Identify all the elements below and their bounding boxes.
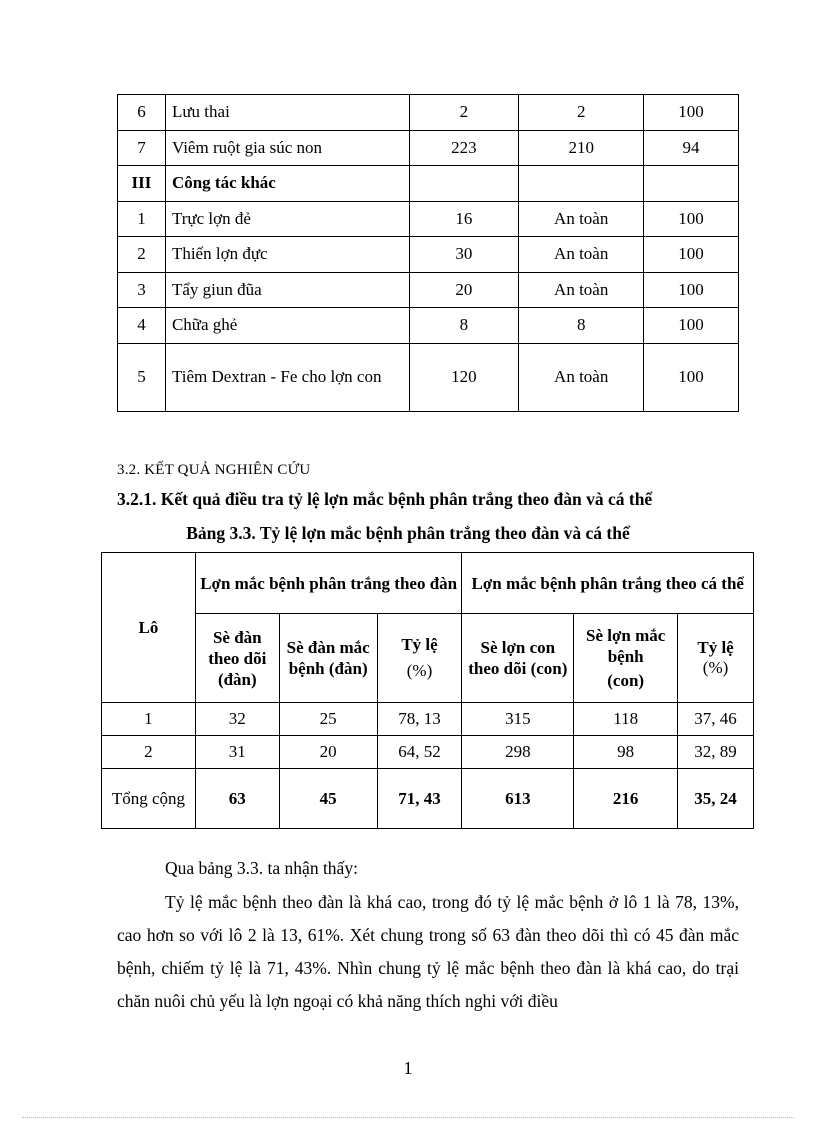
cell-ind-monitored: 298 [462, 736, 574, 769]
treatment-results-table [117, 94, 739, 412]
cell-ind-sick: 98 [574, 736, 678, 769]
table-row [102, 736, 754, 769]
table-row [118, 95, 739, 131]
row-name: Trực lợn đẻ [165, 201, 409, 237]
header-ind-rate-unit: (%) [702, 658, 729, 677]
header-herd-rate [377, 614, 462, 703]
row-name: Tẩy giun đũa [165, 272, 409, 308]
section-name: Công tác khác [165, 166, 409, 202]
cell-lot: 2 [102, 736, 196, 769]
row-result: An toàn [519, 272, 644, 308]
paragraph-body: Tỷ lệ mắc bệnh theo đàn là khá cao, trong đó tỷ lệ mắc bệnh ở lô 1 là 78, 13%, cao hơn so với lô 2 là 13, 61%. Xét chung trong số 63 đàn theo dõi thì có 45 đàn mắc bệnh, chiếm tỷ lệ là 71, 43%. Nhìn chung tỷ lệ mắc bệnh theo đàn là khá cao, do trại chăn nuôi chủ yếu là lợn ngoại có khả năng thích nghi với điều [117, 892, 739, 1011]
section-number: III [118, 166, 166, 202]
cell-lot: 1 [102, 703, 196, 736]
row-name: Tiêm Dextran - Fe cho lợn con [165, 343, 409, 411]
row-rate: 100 [644, 201, 739, 237]
row-count [409, 166, 519, 202]
row-result: An toàn [519, 343, 644, 411]
cell-ind-sick: 118 [574, 703, 678, 736]
section-heading: 3.2. KẾT QUẢ NGHIÊN CỨU [117, 462, 311, 478]
table-row [118, 201, 739, 237]
cell-herd-sick: 20 [279, 736, 377, 769]
row-rate: 100 [644, 308, 739, 344]
cell-total-herd-rate: 71, 43 [377, 769, 462, 829]
table-row [118, 237, 739, 273]
table-total-row [102, 769, 754, 829]
row-count: 8 [409, 308, 519, 344]
header-ind-sick-unit: (con) [607, 671, 645, 690]
cell-total-ind-rate: 35, 24 [678, 769, 754, 829]
table-row [118, 272, 739, 308]
header-ind-rate-label: Tỷ lệ [697, 638, 734, 657]
row-number: 7 [118, 130, 166, 166]
header-ind-monitored: Sè lợn con theo dõi (con) [462, 614, 574, 703]
table-row [118, 130, 739, 166]
cell-ind-monitored: 315 [462, 703, 574, 736]
cell-ind-rate: 37, 46 [678, 703, 754, 736]
row-count: 16 [409, 201, 519, 237]
header-group-herd: Lợn mắc bệnh phân trắng theo đàn [195, 553, 462, 614]
row-name: Lưu thai [165, 95, 409, 131]
row-result: 210 [519, 130, 644, 166]
header-lot: Lô [102, 553, 196, 703]
row-count: 223 [409, 130, 519, 166]
row-count: 120 [409, 343, 519, 411]
header-ind-rate [678, 614, 754, 703]
header-ind-sick [574, 614, 678, 703]
cell-total-label: Tổng cộng [102, 769, 196, 829]
row-count: 20 [409, 272, 519, 308]
row-name: Viêm ruột gia súc non [165, 130, 409, 166]
row-number: 2 [118, 237, 166, 273]
row-rate: 100 [644, 95, 739, 131]
row-result: 8 [519, 308, 644, 344]
row-name: Chữa ghẻ [165, 308, 409, 344]
cell-total-ind-monitored: 613 [462, 769, 574, 829]
cell-herd-rate: 78, 13 [377, 703, 462, 736]
cell-ind-rate: 32, 89 [678, 736, 754, 769]
table-caption: Bảng 3.3. Tỷ lệ lợn mắc bệnh phân trắng theo đàn và cá thể [186, 523, 630, 543]
cell-herd-rate: 64, 52 [377, 736, 462, 769]
table-row [102, 703, 754, 736]
cell-total-herd-monitored: 63 [195, 769, 279, 829]
row-name: Thiến lợn đực [165, 237, 409, 273]
cell-total-ind-sick: 216 [574, 769, 678, 829]
cell-herd-monitored: 32 [195, 703, 279, 736]
row-count: 30 [409, 237, 519, 273]
paragraph-intro: Qua bảng 3.3. ta nhận thấy: [165, 858, 358, 878]
row-number: 5 [118, 343, 166, 411]
cell-total-herd-sick: 45 [279, 769, 377, 829]
table-row-section [118, 166, 739, 202]
row-result: 2 [519, 95, 644, 131]
row-number: 6 [118, 95, 166, 131]
row-result: An toàn [519, 237, 644, 273]
row-count: 2 [409, 95, 519, 131]
row-rate: 100 [644, 272, 739, 308]
row-result: An toàn [519, 201, 644, 237]
header-herd-rate-unit: (%) [406, 661, 433, 680]
row-rate: 100 [644, 343, 739, 411]
row-number: 1 [118, 201, 166, 237]
table-row [118, 343, 739, 411]
page-bottom-divider [22, 1117, 794, 1118]
table-subheader-row [102, 614, 754, 703]
header-herd-rate-label: Tỷ lệ [401, 635, 438, 654]
table-header-row [102, 553, 754, 614]
row-number: 4 [118, 308, 166, 344]
cell-herd-monitored: 31 [195, 736, 279, 769]
row-result [519, 166, 644, 202]
row-rate: 100 [644, 237, 739, 273]
header-herd-monitored: Sè đàn theo dõi (đàn) [195, 614, 279, 703]
header-group-individual: Lợn mắc bệnh phân trắng theo cá thể [462, 553, 754, 614]
white-scour-incidence-table [101, 552, 754, 829]
row-rate: 94 [644, 130, 739, 166]
table-row [118, 308, 739, 344]
row-rate [644, 166, 739, 202]
header-ind-sick-label: Sè lợn mắc bệnh [586, 626, 666, 666]
subsection-heading: 3.2.1. Kết quả điều tra tỷ lệ lợn mắc bệnh phân trắng theo đàn và cá thể [117, 489, 653, 509]
row-number: 3 [118, 272, 166, 308]
header-herd-sick: Sè đàn mắc bệnh (đàn) [279, 614, 377, 703]
page-number: 1 [403, 1058, 413, 1078]
cell-herd-sick: 25 [279, 703, 377, 736]
